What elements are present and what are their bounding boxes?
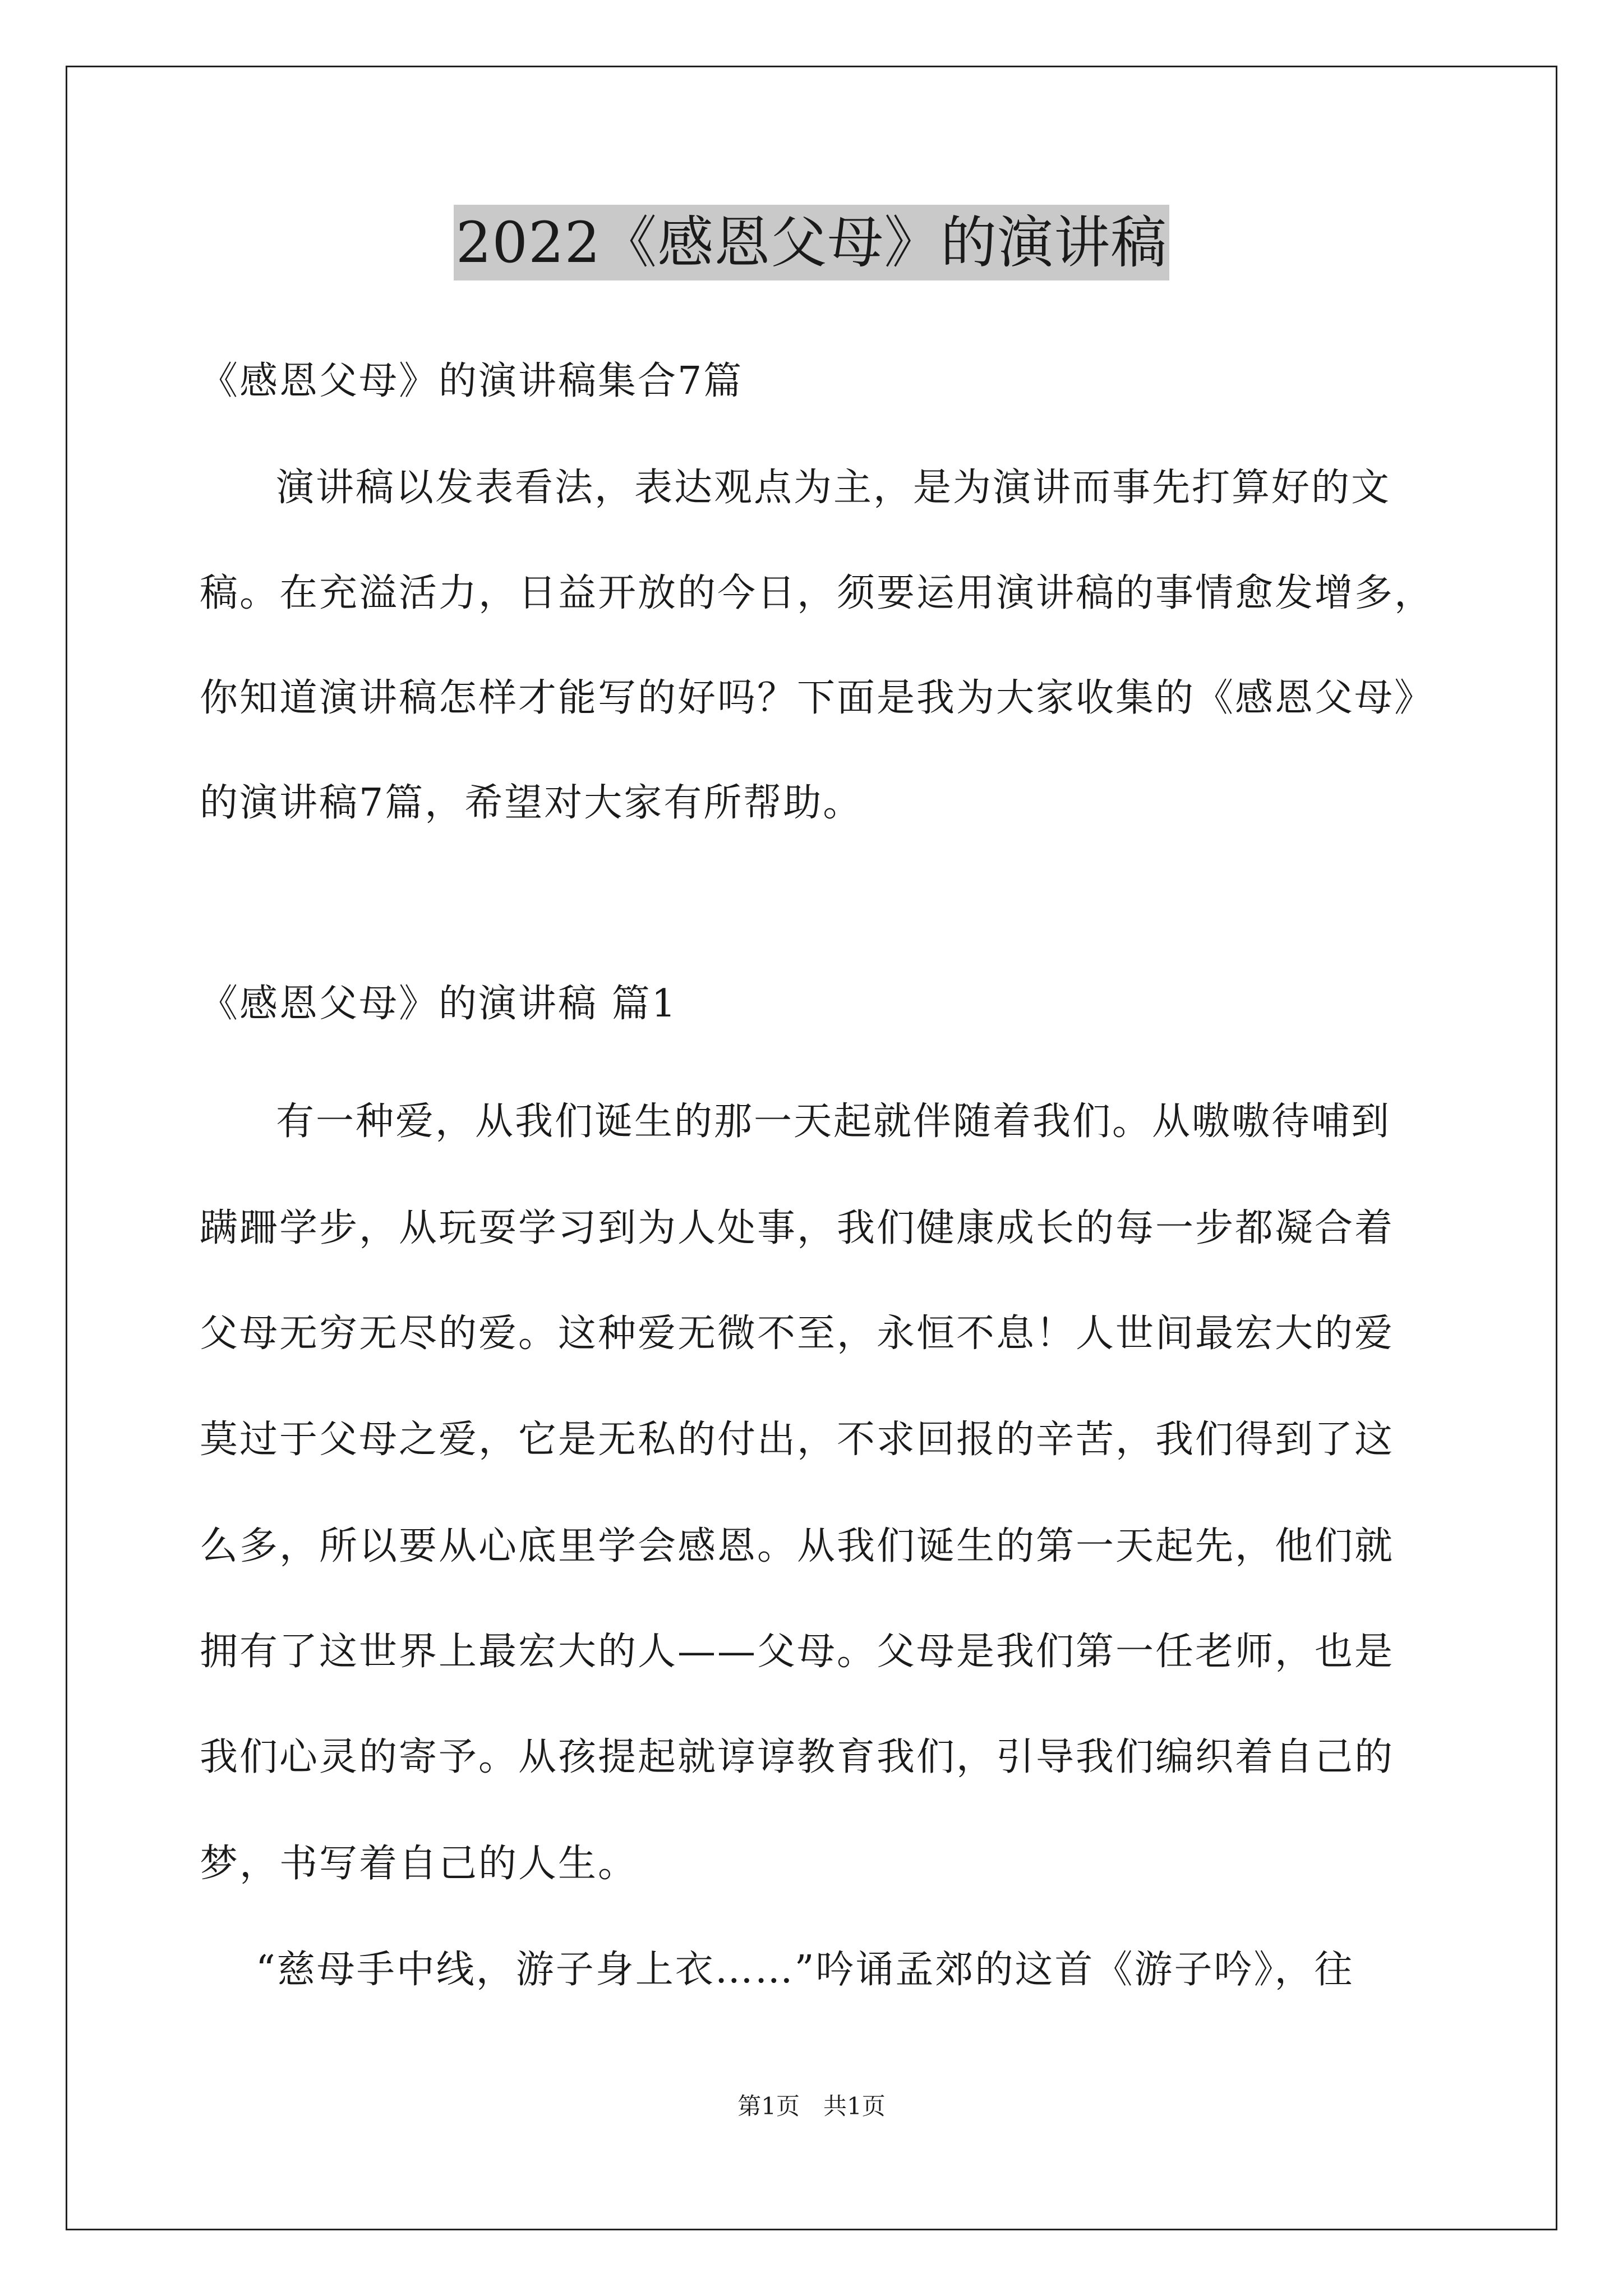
paragraph1-line: 蹒跚学步，从玩耍学习到为人处事，我们健康成长的每一步都凝合着: [200, 1206, 1395, 1250]
paragraph1-line: 有一种爱，从我们诞生的那一天起就伴随着我们。从嗷嗷待哺到: [276, 1099, 1391, 1144]
intro-line: 演讲稿以发表看法，表达观点为主，是为演讲而事先打算好的文: [276, 466, 1391, 510]
section-heading: 《感恩父母》的演讲稿 篇1: [200, 982, 677, 1026]
paragraph1-line: 么多，所以要从心底里学会感恩。从我们诞生的第一天起先，他们就: [200, 1524, 1395, 1568]
document-title-text: 2022《感恩父母》的演讲稿: [454, 205, 1170, 280]
intro-line: 稿。在充溢活力，日益开放的今日，须要运用演讲稿的事情愈发增多，: [200, 571, 1435, 615]
document-title: [0, 205, 1623, 280]
paragraph1-line: 我们心灵的寄予。从孩提起就谆谆教育我们，引导我们编织着自己的: [200, 1735, 1395, 1779]
page-footer: 第1页 共1页: [737, 2092, 886, 2120]
paragraph1-line: 父母无穷无尽的爱。这种爱无微不至，永恒不息！人世间最宏大的爱: [200, 1312, 1395, 1356]
intro-line: 的演讲稿7篇，希望对大家有所帮助。: [200, 781, 863, 825]
paragraph1-line: 莫过于父母之爱，它是无私的付出，不求回报的辛苦，我们得到了这: [200, 1418, 1395, 1462]
paragraph2-line: “慈母手中线，游子身上衣……”吟诵孟郊的这首《游子吟》，往: [256, 1948, 1354, 1992]
document-subtitle: 《感恩父母》的演讲稿集合7篇: [200, 359, 744, 403]
paragraph1-line: 拥有了这世界上最宏大的人——父母。父母是我们第一任老师，也是: [200, 1630, 1395, 1674]
intro-line: 你知道演讲稿怎样才能写的好吗？下面是我为大家收集的《感恩父母》: [200, 676, 1435, 720]
paragraph1-line: 梦，书写着自己的人生。: [200, 1842, 638, 1886]
